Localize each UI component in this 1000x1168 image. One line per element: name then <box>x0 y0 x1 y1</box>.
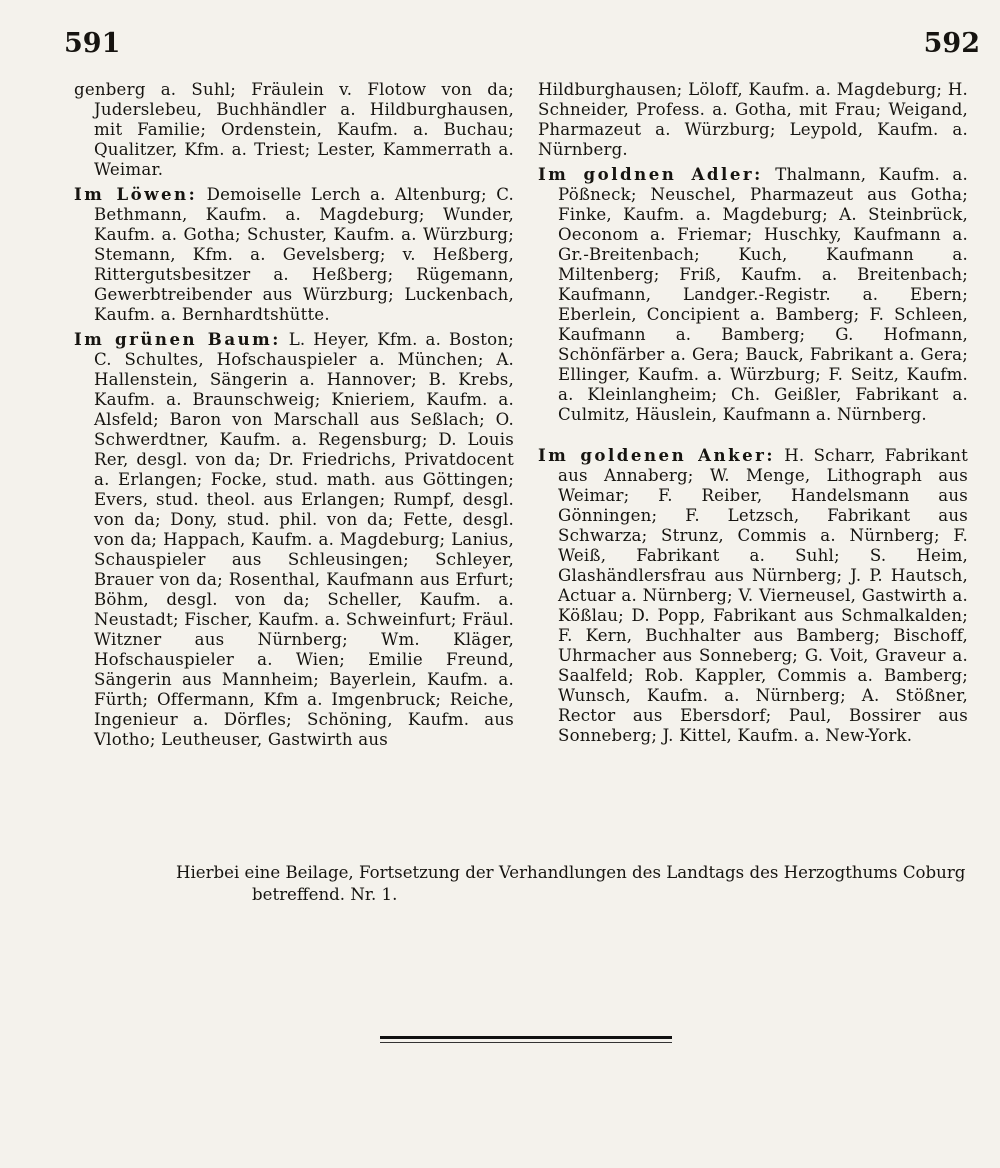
right-column <box>538 80 968 746</box>
inn-name-loewen: Im Löwen: <box>74 184 198 204</box>
supplement-notice-line-1: Hierbei eine Beilage, Fortsetzung der Verhandlungen des Landtags des Herzogthums Coburg <box>176 863 966 882</box>
right-paragraph-goldner-adler <box>538 164 968 425</box>
page-number-right: 592 <box>923 28 980 59</box>
supplement-notice <box>176 862 966 906</box>
left-column <box>74 80 514 750</box>
guest-list-loewen: Demoiselle Lerch a. Altenburg; C. Bethmann, Kaufm. a. Magdeburg; Wunder, Kaufm. a. Gotha; Schuster, Kaufm. a. Würzburg; Stemann, Kfm. a. Gevelsberg; v. Heßberg, Rittergutsbesitzer a. Heßberg; Rügemann, Gewerbtreibender aus Würzburg; Luckenbach, Kaufm. a. Bernhardtshütte. <box>94 185 514 324</box>
guest-list-goldener-anker: H. Scharr, Fabrikant aus Annaberg; W. Menge, Lithograph aus Weimar; F. Reiber, Handelsmann aus Gönningen; F. Letzsch, Fabrikant aus Schwarza; Strunz, Commis a. Nürnberg; F. Weiß, Fabrikant a. Suhl; S. Heim, Glashändlersfrau aus Nürnberg; J. P. Hautsch, Actuar a. Nürnberg; V. Vierneusel, Gastwirth a. Kößlau; D. Popp, Fabrikant aus Schmalkalden; F. Kern, Buchhalter aus Bamberg; Bischoff, Uhrmacher aus Sonneberg; G. Voit, Graveur a. Saalfeld; Rob. Kappler, Commis a. Bamberg; Wunsch, Kaufm. a. Nürnberg; A. Stößner, Rector aus Ebersdorf; Paul, Bossirer aus Sonneberg; J. Kittel, Kaufm. a. New-York. <box>558 446 968 745</box>
right-paragraph-continued: Hildburghausen; Löloff, Kaufm. a. Magdeburg; H. Schneider, Profess. a. Gotha, mit Frau; Weigand, Pharmazeut a. Würzburg; Leypold, Kaufm. a. Nürnberg. <box>538 80 968 159</box>
inn-name-goldener-anker: Im goldenen Anker: <box>538 445 776 465</box>
page-number-left: 591 <box>64 28 121 59</box>
supplement-notice-line-2: betreffend. Nr. 1. <box>252 885 398 904</box>
inn-name-goldner-adler: Im goldnen Adler: <box>538 164 763 184</box>
left-paragraph-continued: genberg a. Suhl; Fräulein v. Flotow von da; Juderslebeu, Buchhändler a. Hildburghausen, mit Familie; Ordenstein, Kaufm. a. Buchau; Qualitzer, Kfm. a. Triest; Lester, Kammerrath a. Weimar. <box>74 80 514 179</box>
closing-rule-thin <box>380 1042 672 1043</box>
left-paragraph-gruener-baum <box>74 329 514 750</box>
guest-list-gruener-baum: L. Heyer, Kfm. a. Boston; C. Schultes, Hofschauspieler a. München; A. Hallenstein, Sängerin a. Hannover; B. Krebs, Kaufm. a. Braunschweig; Knieriem, Kaufm. a. Alsfeld; Baron von Marschall aus Seßlach; O. Schwerdtner, Kaufm. a. Regensburg; D. Louis Rer, desgl. von da; Dr. Friedrichs, Privatdocent a. Erlangen; Focke, stud. math. aus Göttingen; Evers, stud. theol. aus Erlangen; Rumpf, desgl. von da; Dony, stud. phil. von da; Fette, desgl. von da; Happach, Kaufm. a. Magdeburg; Lanius, Schauspieler aus Schleusingen; Schleyer, Brauer von da; Rosenthal, Kaufmann aus Erfurt; Böhm, desgl. von da; Scheller, Kaufm. a. Neustadt; Fischer, Kaufm. a. Schweinfurt; Fräul. Witzner aus Nürnberg; Wm. Kläger, Hofschauspieler a. Wien; Emilie Freund, Sängerin aus Mannheim; Bayerlein, Kaufm. a. Fürth; Offermann, Kfm a. Imgenbruck; Reiche, Ingenieur a. Dörfles; Schöning, Kaufm. aus Vlotho; Leutheuser, Gastwirth aus <box>94 330 514 749</box>
closing-rule <box>380 1036 672 1039</box>
inn-name-gruener-baum: Im grünen Baum: <box>74 329 281 349</box>
guest-list-goldner-adler: Thalmann, Kaufm. a. Pößneck; Neuschel, Pharmazeut aus Gotha; Finke, Kaufm. a. Magdeburg; A. Steinbrück, Oeconom a. Friemar; Huschky, Kaufmann a. Gr.-Breitenbach; Kuch, Kaufmann a. Miltenberg; Friß, Kaufm. a. Breitenbach; Kaufmann, Landger.-Registr. a. Ebern; Eberlein, Concipient a. Bamberg; F. Schleen, Kaufmann a. Bamberg; G. Hofmann, Schönfärber a. Gera; Bauck, Fabrikant a. Gera; Ellinger, Kaufm. a. Würzburg; F. Seitz, Kaufm. a. Kleinlangheim; Ch. Geißler, Fabrikant a. Culmitz, Häuslein, Kaufmann a. Nürnberg. <box>558 165 968 424</box>
left-paragraph-loewen <box>74 184 514 325</box>
right-paragraph-goldener-anker <box>538 445 968 746</box>
